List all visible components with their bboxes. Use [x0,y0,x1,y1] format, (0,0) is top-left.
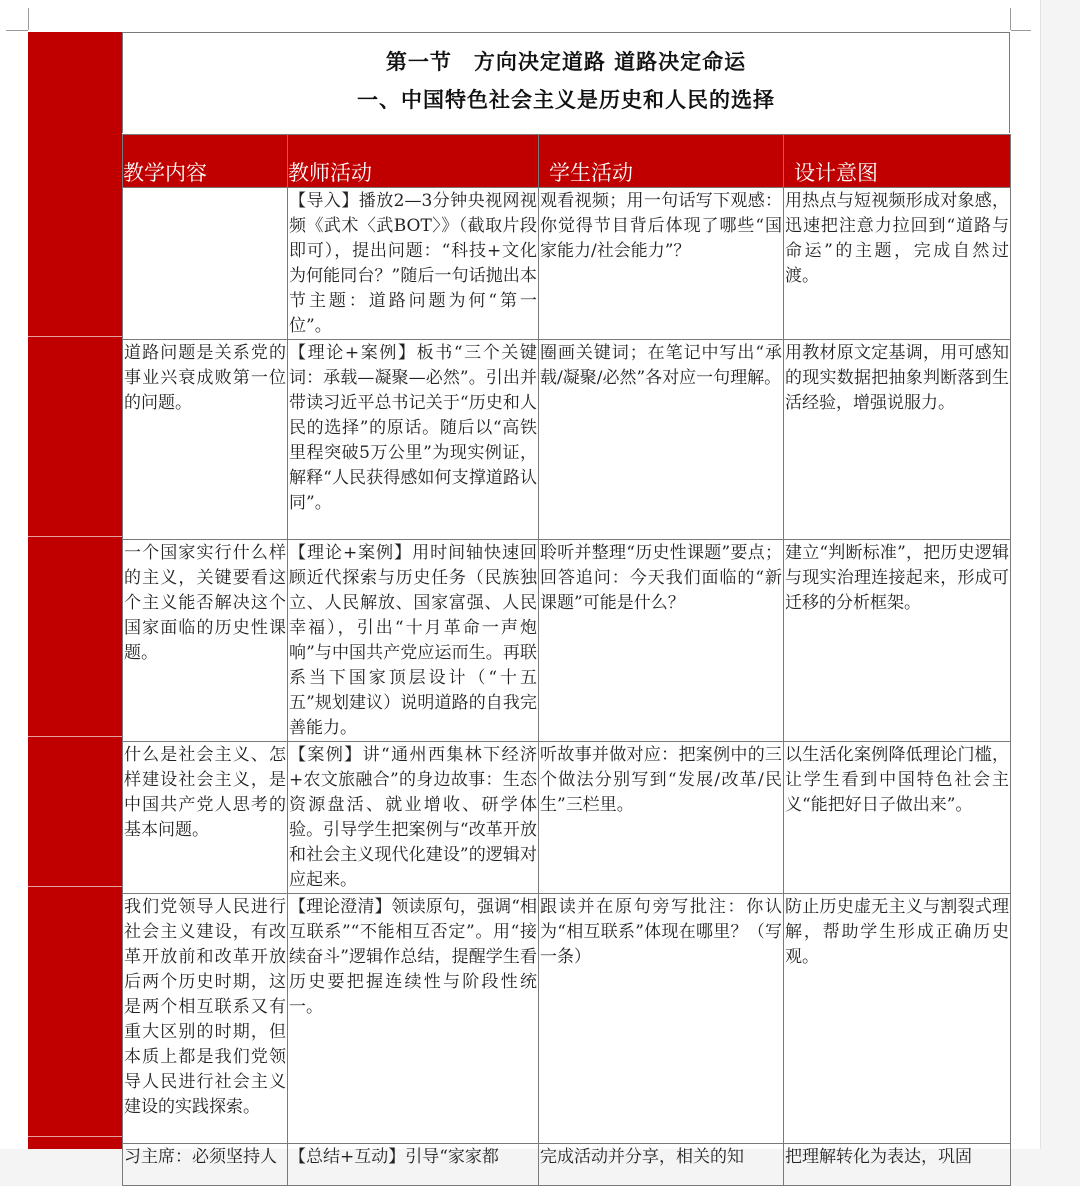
cell-teaching-content: 习主席：必须坚持人 [123,1144,288,1186]
page-corner-mark [6,30,28,31]
header-student-activity: 学生活动 [539,135,784,188]
page-corner-mark [1011,30,1031,31]
cell-design-intent: 建立“判断标准”，把历史逻辑与现实治理连接起来，形成可迁移的分析框架。 [784,540,1011,742]
table-row [123,742,1011,894]
header-design-intent: 设计意图 [784,135,1011,188]
subsection-title: 一、中国特色社会主义是历史和人民的选择 [357,87,775,112]
cell-student-activity: 圈画关键词；在笔记中写出“承载/凝聚/必然”各对应一句理解。 [539,340,784,540]
table-header-row [123,135,1011,188]
section-number: 第一节 [385,49,452,74]
page-corner-mark [28,8,29,30]
cell-teaching-content: 我们党领导人民进行社会主义建设，有改革开放前和改革开放后两个历史时期，这是两个相互联系又有重大区别的时期，但本质上都是我们党领导人民进行社会主义建设的实践探索。 [123,894,288,1144]
table-row [123,894,1011,1144]
cell-teacher-activity: 【理论+案例】板书“三个关键词：承载—凝聚—必然”。引出并带读习近平总书记关于“历史和人民的选择”的原话。随后以“高铁里程突破5万公里”为现实例证，解释“人民获得感如何支撑道路认同”。 [288,340,539,540]
cell-teacher-activity: 【导入】播放2—3分钟央视网视频《武术〈武BOT〉》（截取片段即可），提出问题：“科技+文化为何能同台？”随后一句话抛出本节主题：道路问题为何“第一位”。 [288,188,539,340]
cell-design-intent: 以生活化案例降低理论门槛，让学生看到中国特色社会主义“能把好日子做出来”。 [784,742,1011,894]
cell-student-activity: 聆听并整理“历史性课题”要点；回答追问：今天我们面临的“新课题”可能是什么？ [539,540,784,742]
cell-student-activity: 观看视频；用一句话写下观感：你觉得节目背后体现了哪些“国家能力/社会能力”？ [539,188,784,340]
cell-teaching-content: 什么是社会主义、怎样建设社会主义，是中国共产党人思考的基本问题。 [123,742,288,894]
header-teaching-content: 教学内容 [123,135,288,188]
cell-design-intent: 把理解转化为表达，巩固 [784,1144,1011,1186]
lesson-plan-table [122,134,1011,1186]
cell-teacher-activity: 【理论澄清】领读原句，强调“相互联系”“不能相互否定”。用“接续奋斗”逻辑作总结，提醒学生看历史要把握连续性与阶段性统一。 [288,894,539,1144]
cell-teaching-content [123,188,288,340]
cell-student-activity: 完成活动并分享，相关的知 [539,1144,784,1186]
page-corner-mark [1010,8,1011,30]
cell-student-activity: 跟读并在原句旁写批注：你认为“相互联系”体现在哪里？（写一条） [539,894,784,1144]
section-title [123,47,1009,77]
cell-teacher-activity: 【总结+互动】引导“家家都 [288,1144,539,1186]
cell-teacher-activity: 【理论+案例】用时间轴快速回顾近代探索与历史任务（民族独立、人民解放、国家富强、人民幸福），引出“十月革命一声炮响”与中国共产党应运而生。再联系当下国家顶层设计（“十五五”规划建议）说明道路的自我完善能力。 [288,540,539,742]
red-side-column [28,32,122,1149]
cell-student-activity: 听故事并做对应：把案例中的三个做法分别写到“发展/改革/民生”三栏里。 [539,742,784,894]
table-row [123,1144,1011,1186]
cell-design-intent: 用热点与短视频形成对象感，迅速把注意力拉回到“道路与命运”的主题，完成自然过渡。 [784,188,1011,340]
cell-teaching-content: 道路问题是关系党的事业兴衰成败第一位的问题。 [123,340,288,540]
cell-teacher-activity: 【案例】讲“通州西集林下经济+农文旅融合”的身边故事：生态资源盘活、就业增收、研学体验。引导学生把案例与“改革开放和社会主义现代化建设”的逻辑对应起来。 [288,742,539,894]
table-row [123,188,1011,340]
table-row [123,540,1011,742]
title-block [122,32,1010,133]
cell-teaching-content: 一个国家实行什么样的主义，关键要看这个主义能否解决这个国家面临的历史性课题。 [123,540,288,742]
section-heading: 方向决定道路 道路决定命运 [473,49,747,74]
red-column-divider [28,336,122,337]
red-column-divider [28,736,122,737]
cell-design-intent: 防止历史虚无主义与割裂式理解，帮助学生形成正确历史观。 [784,894,1011,1144]
cell-design-intent: 用教材原文定基调，用可感知的现实数据把抽象判断落到生活经验，增强说服力。 [784,340,1011,540]
header-teacher-activity: 教师活动 [288,135,539,188]
red-column-divider [28,1136,122,1137]
table-row [123,340,1011,540]
red-column-divider [28,536,122,537]
red-column-divider [28,886,122,887]
